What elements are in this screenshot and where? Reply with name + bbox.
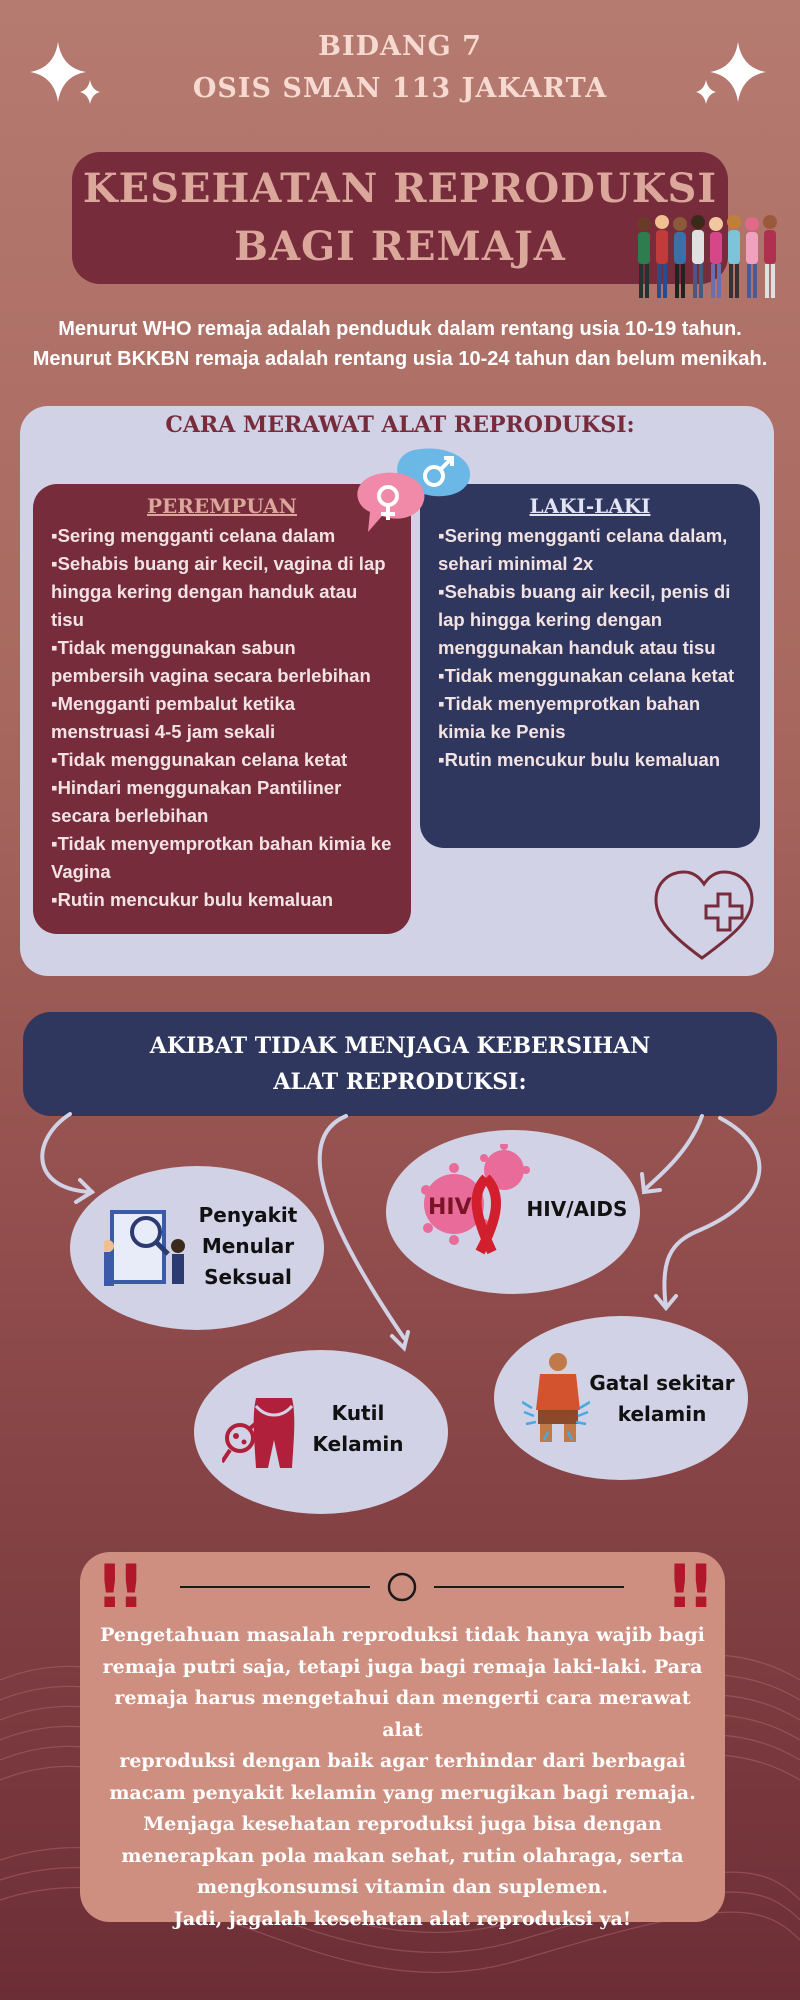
itch-label: Gatal sekitar kelamin <box>589 1371 735 1426</box>
intro-line-2: Menurut BKKBN remaja adalah rentang usia 10-24 tahun dan belum menikah. <box>32 348 768 370</box>
itching-person-icon <box>522 1352 590 1444</box>
female-heading: PEREMPUAN <box>147 494 297 518</box>
care-title: CARA MERAWAT ALAT REPRODUKSI: <box>165 412 635 438</box>
list-item: ▪ Tidak menyemprotkan bahan kimia ke Penis <box>438 690 742 746</box>
list-item: ▪ Sering mengganti celana dalam, sehari minimal 2x <box>438 522 742 578</box>
main-title <box>72 152 728 284</box>
sparkle-icon <box>690 40 770 110</box>
sparkle-icon <box>28 40 108 110</box>
exclamation-mark-left: !! <box>96 1552 139 1622</box>
list-item: ▪ Sehabis buang air kecil, penis di lap hingga kering dengan menggunakan handuk atau tisu <box>438 578 742 662</box>
list-item: ▪ Hindari menggunakan Pantiliner secara berlebihan <box>51 774 393 830</box>
effects-title-line-2: ALAT REPRODUKSI: <box>273 1069 527 1095</box>
hiv-label: HIV/AIDS <box>526 1197 628 1221</box>
list-item: ▪ Tidak menggunakan sabun pembersih vagina secara berlebihan <box>51 634 393 690</box>
title-line-1: KESEHATAN REPRODUKSI <box>82 165 718 212</box>
intro-line-1: Menurut WHO remaja adalah penduduk dalam rentang usia 10-19 tahun. <box>58 318 742 340</box>
divider-circle-line <box>180 1572 624 1602</box>
header-line-1: BIDANG 7 <box>318 31 482 62</box>
male-heading: LAKI-LAKI <box>529 494 651 518</box>
list-item: ▪ Sehabis buang air kecil, vagina di lap hingga kering dengan handuk atau tisu <box>51 550 393 634</box>
organization-header <box>0 26 800 110</box>
body-sore-icon <box>222 1396 302 1470</box>
virus-ribbon-icon <box>414 1144 530 1256</box>
intro-text <box>10 314 790 374</box>
list-item: ▪ Sering mengganti celana dalam <box>51 522 393 550</box>
exclamation-mark-right: !! <box>666 1552 709 1622</box>
list-item: ▪ Rutin mencukur bulu kemaluan <box>438 746 742 774</box>
gender-symbols-icon <box>348 444 474 536</box>
list-item: ▪ Tidak menggunakan celana ketat <box>438 662 742 690</box>
conclusion-text: Pengetahuan masalah reproduksi tidak hanya wajib bagi remaja putri saja, tetapi juga bagi remaja laki-laki. Para remaja harus mengetahui dan mengerti cara merawat alat reproduksi dengan baik agar terhindar dari berbagai macam penyakit kelamin yang merugikan bagi remaja. Menjaga kesehatan reproduksi juga bisa dengan menerapkan pola makan sehat, rutin olahraga, serta mengkonsumsi vitamin dan suplemen. Jadi, jagalah kesehatan alat reproduksi ya! <box>100 1624 705 1930</box>
male-care-column <box>420 484 760 848</box>
hiv-badge-text: HIV <box>428 1195 472 1220</box>
list-item: ▪ Tidak menyemprotkan bahan kimia ke Vagina <box>51 830 393 886</box>
effects-title-line-1: AKIBAT TIDAK MENJAGA KEBERSIHAN <box>149 1033 651 1059</box>
title-line-2: BAGI REMAJA <box>234 223 566 270</box>
list-item: ▪ Mengganti pembalut ketika menstruasi 4-5 jam sekali <box>51 690 393 746</box>
header-line-2: OSIS SMAN 113 JAKARTA <box>192 73 608 104</box>
warts-label: Kutil Kelamin <box>312 1401 404 1456</box>
magnifier-people-icon <box>104 1202 194 1298</box>
list-item: ▪ Rutin mencukur bulu kemaluan <box>51 886 393 914</box>
female-care-column <box>33 484 411 934</box>
teens-group-illustration <box>632 212 784 304</box>
effects-title-box <box>23 1012 777 1116</box>
std-label: Penyakit Menular Seksual <box>198 1203 298 1289</box>
heart-plus-icon <box>652 870 758 962</box>
list-item: ▪ Tidak menggunakan celana ketat <box>51 746 393 774</box>
